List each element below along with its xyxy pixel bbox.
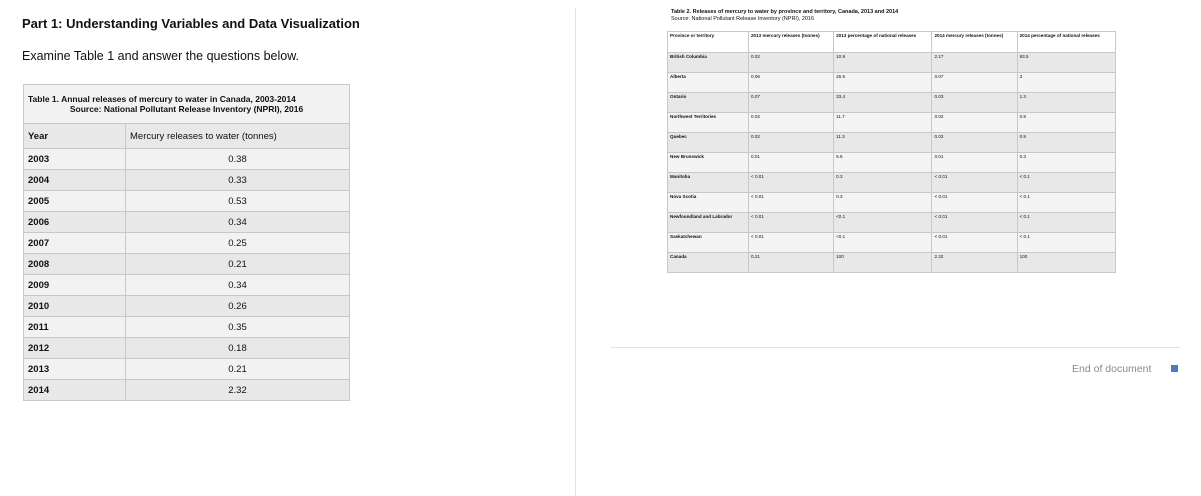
- year-cell: 2008: [24, 254, 126, 275]
- value-cell: < 0.01: [749, 233, 834, 253]
- province-cell: Newfoundland and Labrador: [668, 213, 749, 233]
- table-row: [668, 73, 1116, 93]
- value-cell: < 0.01: [932, 233, 1017, 253]
- table-1-header-row: [24, 124, 350, 149]
- value-cell: 100: [834, 253, 932, 273]
- province-cell: Manitoba: [668, 173, 749, 193]
- table-row: [24, 359, 350, 380]
- value-cell: 0.21: [126, 359, 350, 380]
- value-cell: < 0.1: [1017, 213, 1115, 233]
- table-row: [668, 233, 1116, 253]
- table-row: [24, 212, 350, 233]
- value-cell: 0.02: [749, 53, 834, 73]
- value-cell: < 0.01: [749, 193, 834, 213]
- value-cell: 0.34: [126, 212, 350, 233]
- year-cell: 2012: [24, 338, 126, 359]
- year-cell: 2011: [24, 317, 126, 338]
- table-2-header-cell: 2014 mercury releases (tonnes): [932, 32, 1017, 53]
- value-cell: < 0.01: [932, 173, 1017, 193]
- table-row: [668, 133, 1116, 153]
- value-cell: 0.3: [834, 193, 932, 213]
- table-1-col-value: Mercury releases to water (tonnes): [126, 124, 350, 149]
- value-cell: < 0.01: [749, 173, 834, 193]
- value-cell: 0.9: [1017, 113, 1115, 133]
- province-cell: British Columbia: [668, 53, 749, 73]
- year-cell: 2014: [24, 380, 126, 401]
- value-cell: <0.1: [834, 233, 932, 253]
- year-cell: 2010: [24, 296, 126, 317]
- value-cell: < 0.1: [1017, 173, 1115, 193]
- value-cell: 0.21: [126, 254, 350, 275]
- value-cell: 0.07: [749, 93, 834, 113]
- value-cell: 0.25: [126, 233, 350, 254]
- page-heading: Part 1: Understanding Variables and Data Visualization: [22, 16, 360, 31]
- table-row: [668, 113, 1116, 133]
- value-cell: <0.1: [834, 213, 932, 233]
- value-cell: 0.06: [749, 73, 834, 93]
- year-cell: 2005: [24, 191, 126, 212]
- value-cell: 11.3: [834, 133, 932, 153]
- province-cell: New Brunswick: [668, 153, 749, 173]
- value-cell: < 0.01: [932, 213, 1017, 233]
- value-cell: 0.35: [126, 317, 350, 338]
- value-cell: 33.4: [834, 93, 932, 113]
- table-2-header-row: [668, 32, 1116, 53]
- value-cell: < 0.01: [932, 193, 1017, 213]
- year-cell: 2013: [24, 359, 126, 380]
- table-row: [24, 296, 350, 317]
- table-row: [24, 275, 350, 296]
- value-cell: < 0.01: [749, 213, 834, 233]
- table-1: [23, 84, 350, 401]
- value-cell: 2.32: [932, 253, 1017, 273]
- table-row: [668, 193, 1116, 213]
- table-row: [668, 53, 1116, 73]
- value-cell: 2.17: [932, 53, 1017, 73]
- table-row: [668, 93, 1116, 113]
- year-cell: 2007: [24, 233, 126, 254]
- value-cell: 0.3: [1017, 153, 1115, 173]
- table-2-caption-title: Table 2. Releases of mercury to water by province and territory, Canada, 2013 and 2014: [671, 9, 899, 15]
- province-cell: Quebec: [668, 133, 749, 153]
- value-cell: 0.01: [932, 153, 1017, 173]
- province-cell: Saskatchewan: [668, 233, 749, 253]
- value-cell: 93.5: [1017, 53, 1115, 73]
- table-1-caption: [24, 85, 350, 124]
- table-2-header-cell: 2014 percentage of national releases: [1017, 32, 1115, 53]
- value-cell: 0.9: [1017, 133, 1115, 153]
- value-cell: 2.32: [126, 380, 350, 401]
- table-row: [24, 254, 350, 275]
- table-2-caption-source: Source: National Pollutant Release Inventory (NPRI), 2016: [671, 16, 815, 22]
- value-cell: 0.21: [749, 253, 834, 273]
- value-cell: 5.6: [834, 153, 932, 173]
- table-row: [24, 380, 350, 401]
- province-cell: Nova Scotia: [668, 193, 749, 213]
- value-cell: 0.02: [932, 113, 1017, 133]
- year-cell: 2006: [24, 212, 126, 233]
- value-cell: 0.38: [126, 149, 350, 170]
- value-cell: < 0.1: [1017, 193, 1115, 213]
- province-cell: Ontario: [668, 93, 749, 113]
- end-divider: [610, 347, 1180, 348]
- value-cell: 0.03: [932, 93, 1017, 113]
- table-row: [668, 153, 1116, 173]
- intro-text: Examine Table 1 and answer the questions below.: [22, 49, 300, 63]
- province-cell: Northwest Territories: [668, 113, 749, 133]
- table-2: [667, 31, 1116, 273]
- value-cell: 0.02: [932, 133, 1017, 153]
- value-cell: 3: [1017, 73, 1115, 93]
- table-1-caption-source: Source: National Pollutant Release Inventory (NPRI), 2016: [69, 104, 304, 114]
- value-cell: 10.9: [834, 53, 932, 73]
- value-cell: 0.07: [932, 73, 1017, 93]
- value-cell: 1.3: [1017, 93, 1115, 113]
- table-1-caption-title: Table 1. Annual releases of mercury to water in Canada, 2003-2014: [28, 94, 296, 104]
- value-cell: 0.26: [126, 296, 350, 317]
- table-row: [24, 170, 350, 191]
- value-cell: 0.18: [126, 338, 350, 359]
- table-row: [24, 149, 350, 170]
- value-cell: 0.33: [126, 170, 350, 191]
- table-row: [24, 191, 350, 212]
- table-row: [24, 233, 350, 254]
- value-cell: 100: [1017, 253, 1115, 273]
- value-cell: 0.02: [749, 133, 834, 153]
- table-row: [24, 338, 350, 359]
- year-cell: 2009: [24, 275, 126, 296]
- value-cell: 11.7: [834, 113, 932, 133]
- value-cell: 0.02: [749, 113, 834, 133]
- value-cell: 26.5: [834, 73, 932, 93]
- table-row: [24, 317, 350, 338]
- province-cell: Alberta: [668, 73, 749, 93]
- value-cell: 0.34: [126, 275, 350, 296]
- table-row: [668, 253, 1116, 273]
- value-cell: 0.3: [834, 173, 932, 193]
- end-of-document-marker: [1171, 365, 1178, 372]
- value-cell: 0.01: [749, 153, 834, 173]
- table-2-header-cell: 2013 percentage of national releases: [834, 32, 932, 53]
- year-cell: 2004: [24, 170, 126, 191]
- year-cell: 2003: [24, 149, 126, 170]
- table-2-header-cell: Province or territory: [668, 32, 749, 53]
- value-cell: 0.53: [126, 191, 350, 212]
- table-2-header-cell: 2013 mercury releases (tonnes): [749, 32, 834, 53]
- table-row: [668, 213, 1116, 233]
- end-of-document-label: End of document: [1072, 363, 1152, 375]
- table-row: [668, 173, 1116, 193]
- table-1-col-year: Year: [24, 124, 126, 149]
- table-2-caption: [671, 9, 898, 23]
- page-divider: [575, 8, 576, 496]
- province-cell: Canada: [668, 253, 749, 273]
- value-cell: < 0.1: [1017, 233, 1115, 253]
